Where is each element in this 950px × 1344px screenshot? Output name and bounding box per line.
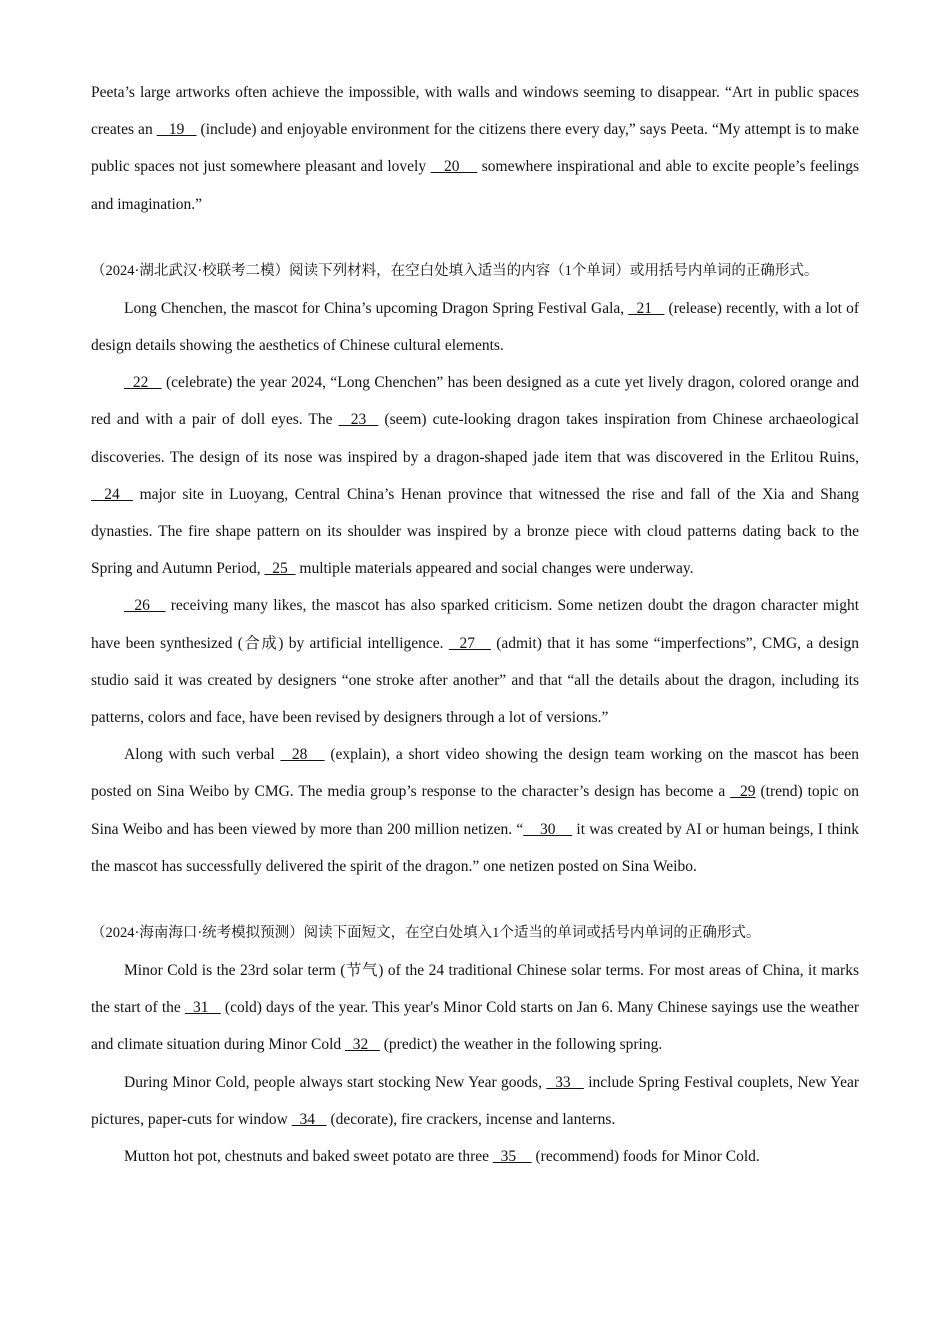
passage-text: (include) and enjoyable environment for the citizens there every day,” says Peeta. “My attempt is to make public spaces not just somewhere pleasant and lovely bbox=[91, 121, 859, 176]
passage-text: (release) recently, with a lot of design details showing the aesthetics of Chinese cultural elements. bbox=[91, 299, 859, 355]
answer-blank: 26 bbox=[124, 597, 166, 615]
answer-blank: 28 bbox=[280, 746, 325, 764]
passage-paragraph bbox=[91, 290, 859, 364]
passage-paragraph bbox=[91, 587, 859, 736]
passage-text: (explain), a short video showing the design team working on the mascot has been posted on Sina Weibo by CMG. The media group’s response to the character’s design has become a bbox=[91, 746, 859, 801]
passage-text: During Minor Cold, people always start stocking New Year goods, bbox=[124, 1073, 547, 1091]
answer-blank: 27 bbox=[448, 634, 491, 652]
passage-text: (decorate), fire crackers, incense and lanterns. bbox=[326, 1110, 616, 1128]
passage-text: include Spring Festival couplets, New Year pictures, paper-cuts for window bbox=[91, 1073, 859, 1128]
answer-blank: 32 bbox=[345, 1036, 380, 1054]
section-header: （2024·湖北武汉·校联考二模）阅读下列材料，在空白处填入适当的内容（1个单词）或用括号内单词的正确形式。 bbox=[91, 262, 819, 279]
passage-text: Mutton hot pot, chestnuts and baked sweet potato are three bbox=[124, 1148, 493, 1166]
answer-blank: 33 bbox=[546, 1073, 584, 1091]
passage-text: (trend) topic on Sina Weibo and has been viewed by more than 200 million netizen. “ bbox=[91, 783, 860, 838]
answer-blank: 20 bbox=[430, 158, 478, 176]
passage-text: (recommend) foods for Minor Cold. bbox=[531, 1148, 760, 1166]
passage-paragraph bbox=[91, 364, 859, 587]
passage-text: major site in Luoyang, Central China’s Henan province that witnessed the rise and fall of the Xia and Shang dynasties. The fire shape pattern on its shoulder was inspired by a bronze piece with cloud patterns dating back to the Spring and Autumn Period, bbox=[91, 485, 860, 578]
intro-paragraph bbox=[91, 74, 859, 223]
answer-blank: 24 bbox=[91, 485, 133, 503]
answer-blank: 35 bbox=[492, 1148, 532, 1166]
passage-text: (predict) the weather in the following spring. bbox=[379, 1036, 663, 1054]
passage-text: Long Chenchen, the mascot for China’s upcoming Dragon Spring Festival Gala, bbox=[124, 299, 629, 317]
answer-blank: 23 bbox=[338, 411, 379, 429]
answer-blank: 19 bbox=[156, 121, 197, 139]
passage-text: (admit) that it has some “imperfections”, CMG, a design studio said it was created by designers “one stroke after another” and that “all the details about the dragon, including its patterns, colors and face, have been revised by designers through a lot of versions.” bbox=[91, 634, 860, 727]
section-header: （2024·海南海口·统考模拟预测）阅读下面短文，在空白处填入1个适当的单词或括号内单词的正确形式。 bbox=[91, 925, 761, 942]
passage-text: Minor Cold is the 23rd solar term (节气) of the 24 traditional Chinese solar terms. For most areas of China, it marks the start of the bbox=[91, 962, 859, 1017]
passage-text: Peeta’s large artworks often achieve the impossible, with walls and windows seeming to disappear. “Art in public spaces creates an bbox=[91, 84, 859, 139]
passage-text: multiple materials appeared and social changes were underway. bbox=[295, 560, 694, 578]
answer-blank: 22 bbox=[124, 374, 162, 392]
exercise-section-2024-haikou bbox=[91, 915, 859, 1175]
exercise-section-2024-wuhan bbox=[91, 253, 859, 885]
answer-blank: 34 bbox=[291, 1110, 327, 1128]
passage-text: it was created by AI or human beings, I think the mascot has successfully delivered the spirit of the dragon.” one netizen posted on Sina Weibo. bbox=[91, 820, 860, 875]
answer-blank: 25 bbox=[264, 560, 296, 578]
passage-text: receiving many likes, the mascot has also sparked criticism. Some netizen doubt the dragon character might have been synthesized (合成) by artificial intelligence. bbox=[91, 597, 859, 652]
passage-text: somewhere inspirational and able to excite people’s feelings and imagination.” bbox=[91, 158, 859, 213]
answer-blank: 30 bbox=[523, 820, 573, 838]
answer-blank: 21 bbox=[628, 299, 665, 317]
answer-blank: 31 bbox=[184, 999, 221, 1017]
passage-text: Along with such verbal bbox=[124, 746, 281, 764]
passage-paragraph bbox=[91, 1138, 859, 1175]
passage-paragraph bbox=[91, 1064, 859, 1138]
passage-paragraph bbox=[91, 736, 859, 885]
passage-paragraph bbox=[91, 952, 859, 1064]
passage-text: (seem) cute-looking dragon takes inspiration from Chinese archaeological discoveries. The design of its nose was inspired by a dragon-shaped jade item that was discovered in the Erlitou Ruins, bbox=[91, 411, 860, 466]
passage-text: (celebrate) the year 2024, “Long Chenchen” has been designed as a cute yet lively dragon, colored orange and red and with a pair of doll eyes. The bbox=[91, 374, 859, 429]
passage-text: (cold) days of the year. This year's Minor Cold starts on Jan 6. Many Chinese sayings use the weather and climate situation during Minor Cold bbox=[91, 999, 859, 1054]
answer-blank: 29 bbox=[730, 783, 756, 801]
